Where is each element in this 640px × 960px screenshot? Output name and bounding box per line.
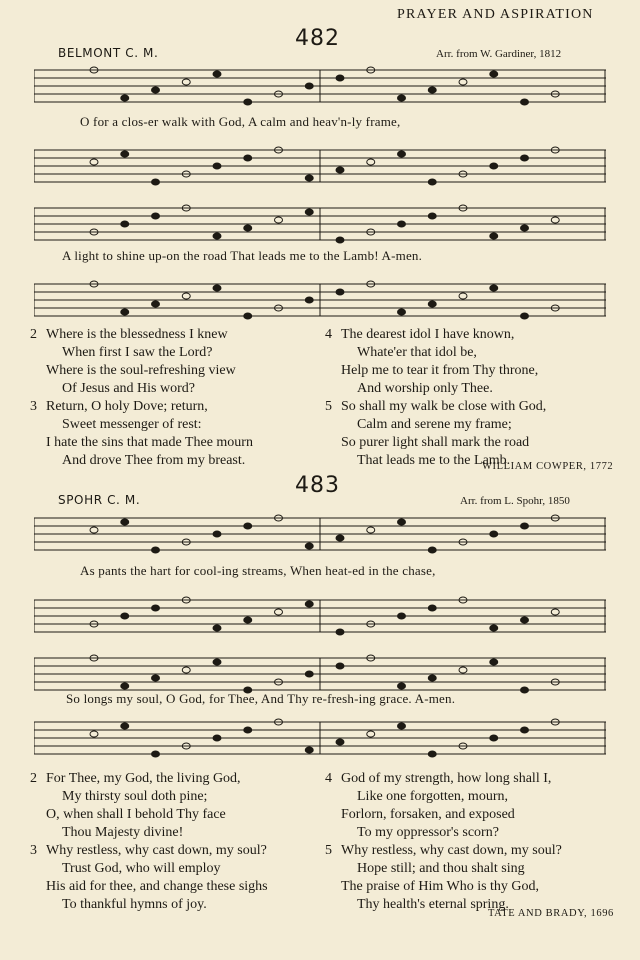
notehead [336,237,344,243]
notehead [336,629,344,635]
lyric-line: As pants the hart for cool-ing streams, When heat-ed in the chase, [80,563,436,578]
notehead [213,531,221,537]
notehead [305,601,313,607]
notehead [152,301,160,307]
notehead [428,675,436,681]
verse-line: For Thee, my God, the living God, [46,771,241,786]
verse-line: And worship only Thee. [357,381,493,396]
music-staff-treble [34,200,606,250]
notehead [182,293,190,299]
verse-line: Where is the blessedness I knew [46,327,228,342]
verse-line: To my oppressor's scorn? [357,825,499,840]
notehead [90,527,98,533]
notehead [521,523,529,529]
verse-number: 4 [325,327,332,342]
verse-line: So purer light shall mark the road [341,435,530,450]
notehead [521,155,529,161]
notehead [521,617,529,623]
music-staff-bass [34,592,606,642]
notehead [367,731,375,737]
hymn-number: 482 [295,26,340,51]
arranger-credit: Arr. from L. Spohr, 1850 [460,495,570,507]
music-staff-treble [34,62,606,112]
verse-line: When first I saw the Lord? [62,345,213,360]
notehead [398,519,406,525]
verse-line: Like one forgotten, mourn, [357,789,508,804]
notehead [213,71,221,77]
notehead [336,663,344,669]
notehead [213,659,221,665]
notehead [275,217,283,223]
notehead [182,79,190,85]
verse-line: I hate the sins that made Thee mourn [46,435,253,450]
notehead [459,667,467,673]
notehead [90,159,98,165]
hymn-number: 483 [295,473,340,498]
notehead [152,547,160,553]
verse-line: Whate'er that idol be, [357,345,477,360]
author-credit: WILLIAM COWPER, 1772 [482,461,614,472]
notehead [152,675,160,681]
tune-name: SPOHR C. M. [58,493,141,507]
verse-number: 5 [325,399,332,414]
notehead [275,609,283,615]
verse-line: That leads me to the Lamb. [357,453,511,468]
notehead [551,217,559,223]
notehead [244,727,252,733]
notehead [121,309,129,315]
notehead [521,313,529,319]
arranger-credit: Arr. from W. Gardiner, 1812 [436,48,562,60]
notehead [152,87,160,93]
notehead [521,687,529,693]
notehead [305,83,313,89]
verse-number: 5 [325,843,332,858]
notehead [490,163,498,169]
notehead [428,605,436,611]
notehead [213,625,221,631]
notehead [305,747,313,753]
notehead [305,543,313,549]
notehead [152,179,160,185]
verse-line: Sweet messenger of rest: [62,417,202,432]
verse-line: So shall my walk be close with God, [341,399,547,414]
notehead [121,519,129,525]
verse-line: Thy health's eternal spring. [357,897,509,912]
notehead [551,609,559,615]
notehead [244,313,252,319]
verse-number: 4 [325,771,332,786]
verse-line: My thirsty soul doth pine; [62,789,208,804]
lyric-line: A light to shine up-on the road That leads me to the Lamb! A-men. [62,248,423,263]
notehead [121,95,129,101]
notehead [336,289,344,295]
notehead [490,531,498,537]
notehead [305,297,313,303]
notehead [213,233,221,239]
verse-line: O, when shall I behold Thy face [46,807,226,822]
notehead [213,285,221,291]
notehead [490,625,498,631]
music-staff-treble [34,510,606,560]
verse-line: Why restless, why cast down, my soul? [341,843,562,858]
notehead [459,79,467,85]
verse-line: Where is the soul-refreshing view [46,363,236,378]
notehead [521,727,529,733]
verse-line: Of Jesus and His word? [62,381,195,396]
music-staff-bass [34,142,606,192]
notehead [244,155,252,161]
verse-line: His aid for thee, and change these sighs [46,879,268,894]
notehead [244,523,252,529]
verse-line: Forlorn, forsaken, and exposed [341,807,515,822]
notehead [152,605,160,611]
notehead [305,671,313,677]
author-credit: TATE AND BRADY, 1696 [488,908,614,919]
verse-number: 3 [30,399,37,414]
notehead [398,151,406,157]
lyric-line: So longs my soul, O God, for Thee, And Thy re-fresh-ing grace. A-men. [66,691,456,706]
music-staff-bass [34,714,606,764]
notehead [428,751,436,757]
notehead [398,221,406,227]
notehead [490,659,498,665]
notehead [244,617,252,623]
verse-number: 2 [30,771,37,786]
notehead [398,613,406,619]
notehead [121,723,129,729]
notehead [521,99,529,105]
notehead [428,179,436,185]
notehead [121,151,129,157]
verse-line: God of my strength, how long shall I, [341,771,552,786]
notehead [398,683,406,689]
notehead [121,221,129,227]
verse-line: To thankful hymns of joy. [62,897,207,912]
notehead [121,613,129,619]
verse-line: And drove Thee from my breast. [62,453,246,468]
music-staff-bass [34,276,606,326]
notehead [121,683,129,689]
notehead [521,225,529,231]
notehead [428,301,436,307]
notehead [367,527,375,533]
verse-line: Hope still; and thou shalt sing [357,861,525,876]
notehead [490,71,498,77]
verse-line: Help me to tear it from Thy throne, [341,363,539,378]
verse-number: 2 [30,327,37,342]
notehead [182,667,190,673]
verse-line: Calm and serene my frame; [357,417,512,432]
verse-line: Thou Majesty divine! [62,825,184,840]
notehead [398,95,406,101]
verse-line: Return, O holy Dove; return, [46,399,208,414]
verse-line: The dearest idol I have known, [341,327,515,342]
verse-number: 3 [30,843,37,858]
notehead [244,99,252,105]
notehead [428,213,436,219]
tune-name: BELMONT C. M. [58,46,159,60]
notehead [490,735,498,741]
verse-line: Why restless, why cast down, my soul? [46,843,267,858]
notehead [428,87,436,93]
notehead [398,309,406,315]
notehead [152,751,160,757]
notehead [213,163,221,169]
notehead [490,285,498,291]
notehead [90,731,98,737]
notehead [367,159,375,165]
notehead [244,225,252,231]
notehead [336,75,344,81]
notehead [428,547,436,553]
notehead [398,723,406,729]
verse-line: Trust God, who will employ [62,861,221,876]
notehead [336,535,344,541]
lyric-line: O for a clos-er walk with God, A calm and heav'n-ly frame, [80,114,401,129]
notehead [336,167,344,173]
notehead [305,209,313,215]
notehead [213,735,221,741]
notehead [336,739,344,745]
section-title: PRAYER AND ASPIRATION [397,7,594,22]
notehead [305,175,313,181]
notehead [490,233,498,239]
verse-line: The praise of Him Who is thy God, [341,879,540,894]
notehead [459,293,467,299]
notehead [152,213,160,219]
